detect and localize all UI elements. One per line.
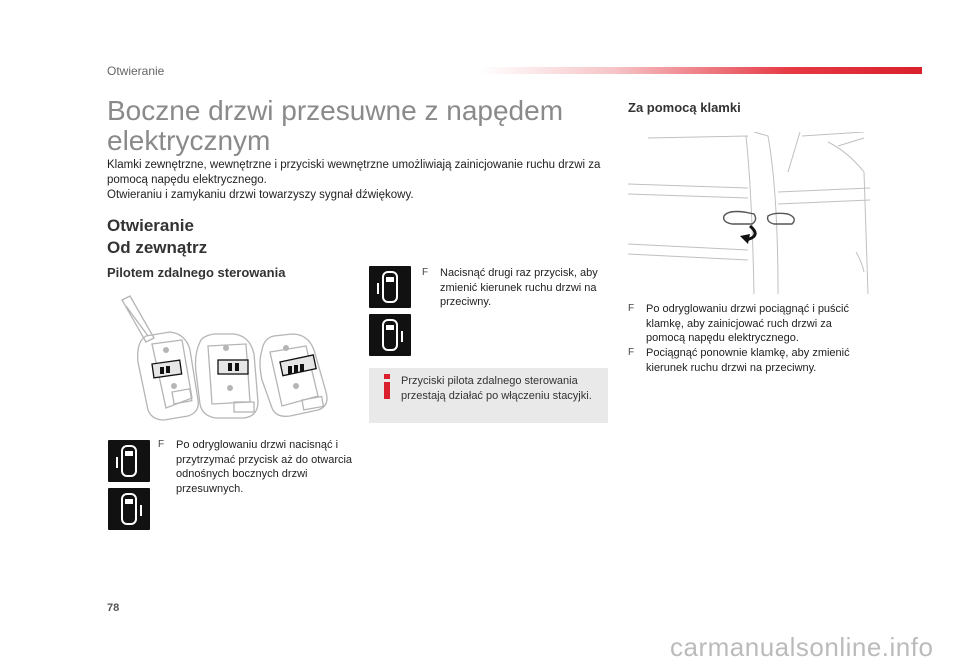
- step-text: Nacisnąć drugi raz przycisk, aby zmienić kierunek ruchu drzwi na przeciwny.: [440, 267, 598, 308]
- section-label: Otwieranie: [107, 64, 165, 78]
- step-text: Pociągnąć ponownie klamkę, aby zmienić kierunek ruchu drzwi na przeciwny.: [646, 347, 850, 374]
- bullet-icon: F: [422, 267, 429, 278]
- door-handle-illustration: [628, 132, 870, 294]
- watermark: carmanualsonline.info: [670, 632, 934, 662]
- step-pilot-2: [422, 266, 608, 310]
- bullet-icon: F: [158, 439, 165, 450]
- bullet-icon: F: [628, 347, 635, 358]
- heading-pilot: Pilotem zdalnego sterowania: [107, 265, 286, 280]
- door-open-right-icon: [369, 314, 411, 356]
- header-accent-bar: [480, 67, 922, 74]
- intro-paragraph-2: Otwieraniu i zamykaniu drzwi towarzyszy sygnał dźwiękowy.: [107, 189, 414, 201]
- step-pilot-1: [158, 438, 353, 496]
- page-title: [107, 96, 587, 156]
- step-klamka-1: [628, 302, 873, 346]
- bullet-icon: F: [628, 303, 635, 314]
- page-title-line2: elektrycznym: [107, 125, 271, 156]
- info-icon: [381, 374, 393, 400]
- page-title-line1: Boczne drzwi przesuwne z napędem: [107, 95, 564, 126]
- step-klamka-2: [628, 346, 873, 375]
- heading-otwieranie: Otwieranie: [107, 216, 194, 235]
- intro-paragraph-1: Klamki zewnętrzne, wewnętrzne i przyciski wewnętrzne umożliwiają zainicjowanie ruchu drzwi za pomocą napędu elektrycznego.: [107, 159, 601, 186]
- door-open-left-icon: [369, 266, 411, 308]
- info-text: Przyciski pilota zdalnego sterowania przestają działać po włączeniu stacyjki.: [401, 375, 592, 402]
- heading-klamka: Za pomocą klamki: [628, 100, 741, 115]
- remote-keys-illustration: [108, 292, 358, 432]
- intro-text: [107, 158, 607, 203]
- page-number: 78: [107, 602, 120, 614]
- door-open-right-icon: [108, 488, 150, 530]
- step-text: Po odryglowaniu drzwi pociągnąć i puścić klamkę, aby zainicjować ruch drzwi za pomocą napędu elektrycznego.: [646, 303, 849, 344]
- door-open-left-icon: [108, 440, 150, 482]
- step-text: Po odryglowaniu drzwi nacisnąć i przytrzymać przycisk aż do otwarcia odnośnych bocznych drzwi przesuwnych.: [176, 439, 353, 495]
- heading-od-zewnatrz: Od zewnątrz: [107, 238, 208, 257]
